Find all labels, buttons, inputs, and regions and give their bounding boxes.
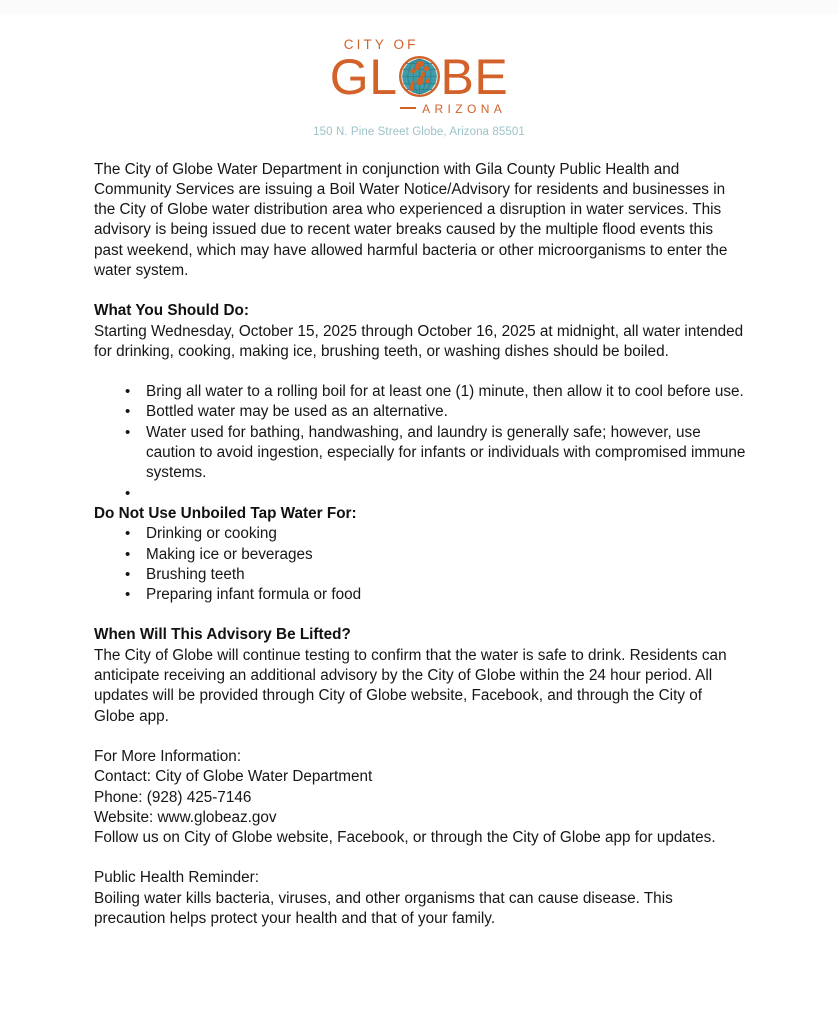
intro-paragraph: The City of Globe Water Department in conjunction with Gila County Public Health and Community Services are issuing a Boil Water Notice/Advisory for residents and businesses in the City of Globe water distribution area who experienced a disruption in water services. This advisory is being issued due to recent water breaks caused by the multiple flood events this past weekend, which may have allowed harmful bacteria or other microorganisms to enter the water system. [94, 160, 728, 279]
heading-advisory-lifted: When Will This Advisory Be Lifted? [94, 626, 351, 644]
more-info-phone: Phone: (928) 425-7146 [94, 788, 252, 806]
heading-what-you-should-do: What You Should Do: [94, 302, 249, 320]
logo-letters-right: BE [440, 48, 509, 105]
spacer [94, 281, 746, 301]
what-you-should-do-body: Starting Wednesday, October 15, 2025 through October 16, 2025 at midnight, all water intended for drinking, cooking, making ice, brushing teeth, or washing dishes should be boiled. [94, 322, 744, 360]
what-you-should-do-list [94, 382, 746, 504]
list-item: • Bring all water to a rolling boil for at least one (1) minute, then allow it to cool before use. [94, 382, 746, 402]
document-body [0, 160, 838, 930]
more-info-website: Website: www.globeaz.gov [94, 808, 277, 826]
more-info-title: For More Information: [94, 747, 242, 765]
logo-arizona-dash [400, 107, 416, 109]
globe-icon [399, 56, 440, 97]
advisory-lifted-body: The City of Globe will continue testing to confirm that the water is safe to drink. Residents can anticipate receiving an additional advisory by the City of Globe within the 24 hour period. All updates will be provided through City of Globe website, Facebook, and through the City of Globe app. [94, 646, 727, 725]
list-item: • Brushing teeth [94, 565, 746, 585]
do-not-use-list [94, 524, 746, 605]
logo-wordmark [329, 48, 509, 105]
letterhead-address: 150 N. Pine Street Globe, Arizona 85501 [313, 125, 525, 138]
city-of-globe-logo [330, 38, 508, 115]
logo-city-of-text: CITY OF [343, 37, 419, 52]
list-item: • Making ice or beverages [94, 545, 746, 565]
spacer [94, 605, 746, 625]
list-item: • Drinking or cooking [94, 524, 746, 544]
list-item-empty [94, 484, 746, 504]
public-health-reminder-title: Public Health Reminder: [94, 869, 259, 887]
public-health-reminder-body: Boiling water kills bacteria, viruses, and other organisms that can cause disease. This precaution helps protect your health and that of your family. [94, 889, 673, 927]
logo-letters-left: GL [329, 48, 398, 105]
logo-arizona-label: ARIZONA [422, 101, 507, 116]
letterhead [0, 0, 838, 138]
spacer [94, 848, 746, 868]
list-item: • Bottled water may be used as an alternative. [94, 402, 746, 422]
spacer [94, 362, 746, 382]
list-item: • Water used for bathing, handwashing, and laundry is generally safe; however, use caution to avoid ingestion, especially for infants or individuals with compromised immune systems. [94, 423, 746, 484]
list-item: • Preparing infant formula or food [94, 585, 746, 605]
more-info-follow: Follow us on City of Globe website, Facebook, or through the City of Globe app for updates. [94, 829, 716, 847]
more-info-contact: Contact: City of Globe Water Department [94, 768, 373, 786]
spacer [94, 727, 746, 747]
heading-do-not-use: Do Not Use Unboiled Tap Water For: [94, 504, 357, 522]
